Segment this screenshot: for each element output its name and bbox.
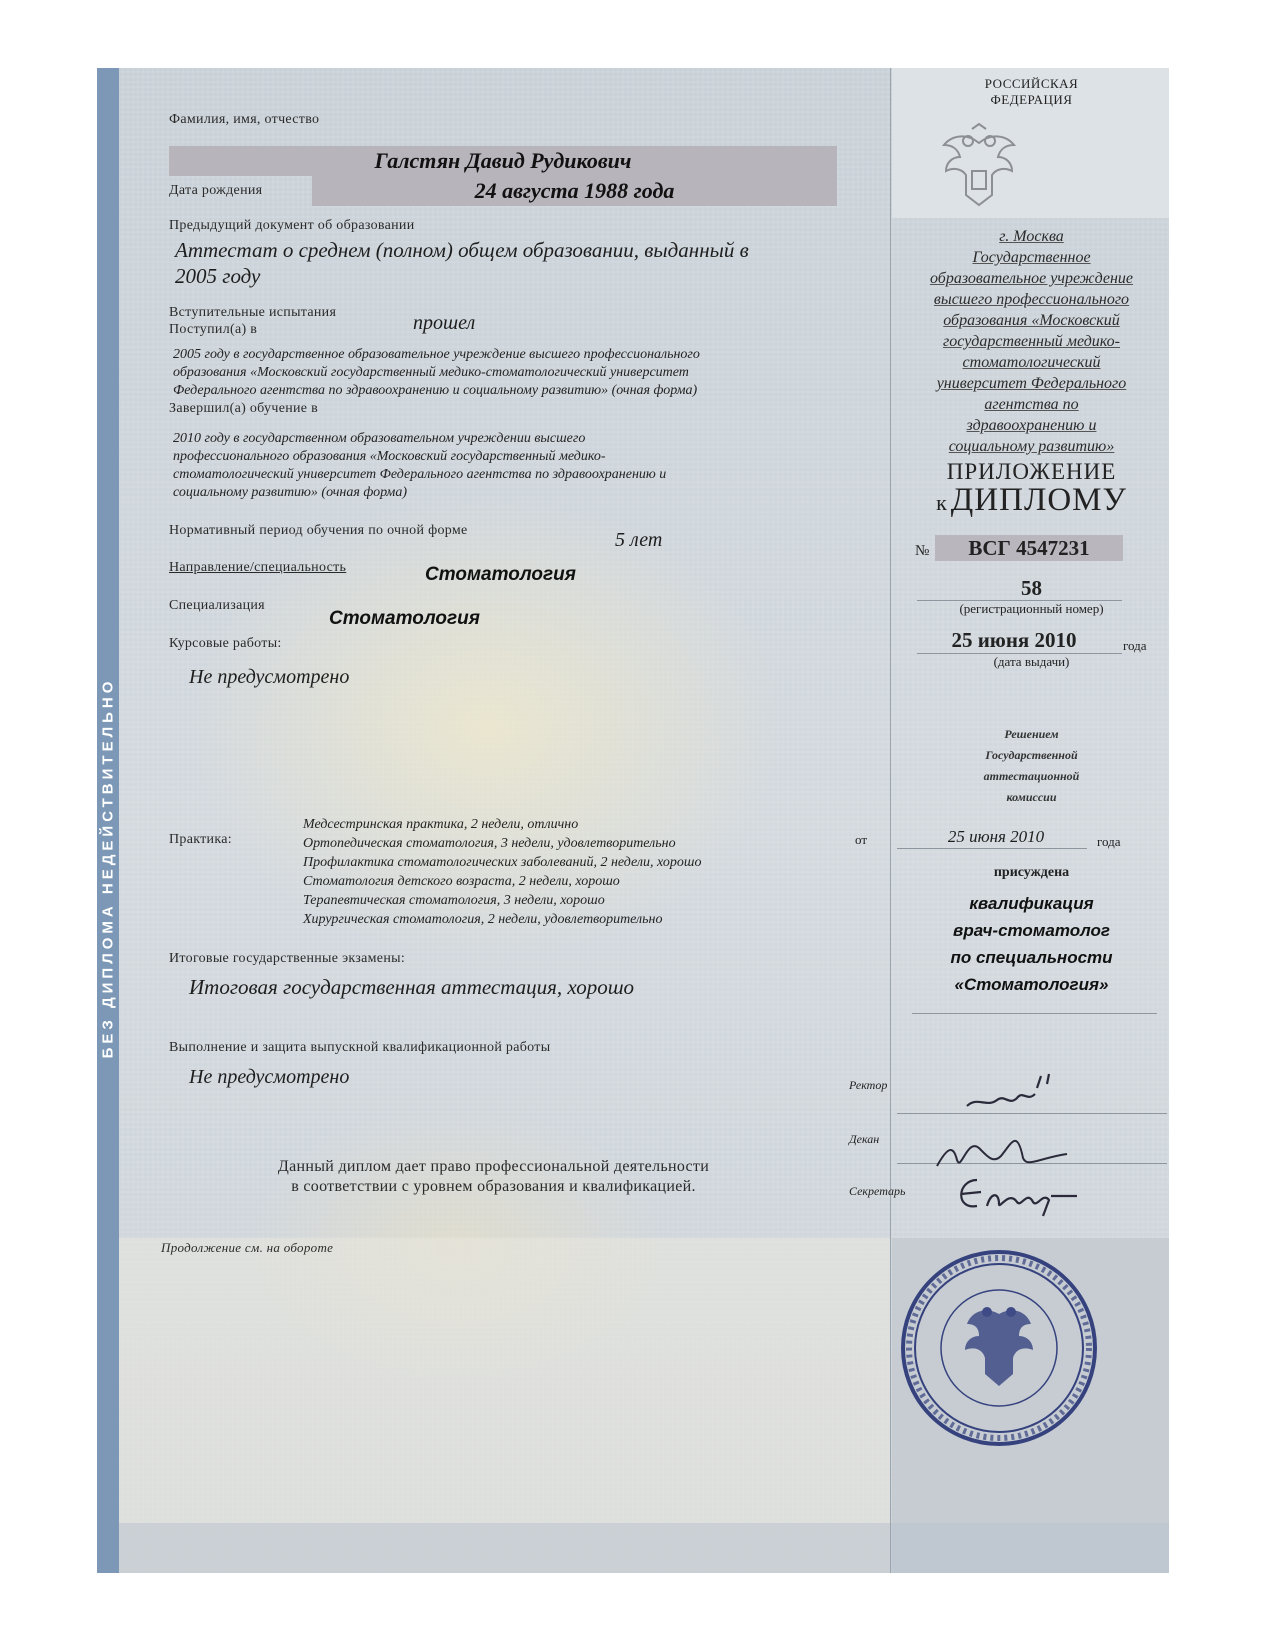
entrance-value: прошел (413, 312, 476, 334)
rector-signature (957, 1068, 1067, 1118)
dean-label: Декан (849, 1132, 880, 1146)
issuer-line: государственный медико- (942, 333, 1120, 350)
fio-label: Фамилия, имя, отчество (169, 112, 320, 127)
decision-line: Решением (1004, 727, 1059, 741)
title-prefix: к (936, 490, 947, 515)
coursework-value: Не предусмотрено (189, 666, 350, 688)
thesis-value: Не предусмотрено (189, 1066, 350, 1088)
decision-block (894, 724, 1169, 808)
exams-value: Итоговая государственная аттестация, хорошо (189, 975, 635, 999)
decision-line: аттестационной (983, 769, 1080, 783)
period-value: 5 лет (615, 529, 663, 551)
from-label: от (855, 832, 868, 847)
stripe-text: БЕЗ ДИПЛОМА НЕДЕЙСТВИТЕЛЬНО (99, 677, 117, 1059)
practice-item: Ортопедическая стоматология, 3 недели, удовлетворительно (303, 836, 676, 851)
rights-line2: в соответствии с уровнем образования и квалификацией. (291, 1178, 696, 1195)
issue-date: 25 июня 2010 (951, 628, 1077, 652)
period-label: Нормативный период обучения по очной форме (169, 523, 468, 538)
enrolled-line3: Федерального агентства по здравоохранению и социальному развитию» (очная форма) (173, 383, 698, 398)
issuer-line: здравоохранению и (966, 417, 1097, 434)
enrolled-line2: образования «Московский государственный медико-стоматологический университет (173, 365, 689, 380)
title-line2-row (894, 482, 1169, 519)
secretary-label: Секретарь (849, 1184, 906, 1198)
finished-line2: профессионального образования «Московский государственный медико- (173, 449, 606, 464)
finished-label: Завершил(а) обучение в (169, 401, 319, 416)
finished-line1: 2010 году в государственном образовательном учреждении высшего (173, 431, 586, 446)
enrolled-label: Поступил(а) в (169, 322, 258, 337)
practice-item: Стоматология детского возраста, 2 недели, хорошо (303, 874, 620, 889)
direction-value: Стоматология (425, 564, 576, 585)
dob-value: 24 августа 1988 года (474, 178, 675, 203)
decision-suffix: года (1097, 834, 1121, 849)
qualification-block (894, 890, 1169, 998)
diploma-supplement-sheet (97, 68, 1169, 1573)
exams-label: Итоговые государственные экзамены: (169, 951, 406, 966)
country-line1: РОССИЙСКАЯ (984, 76, 1079, 91)
rector-label: Ректор (849, 1078, 888, 1092)
finished-line3: стоматологический университет Федерального агентства по здравоохранению и (173, 467, 667, 482)
reg-caption: (регистрационный номер) (959, 601, 1104, 616)
issuer-line: университет Федерального (936, 375, 1127, 392)
issuer-line: агентства по (984, 396, 1079, 413)
number-prefix: № (915, 543, 930, 559)
issuer-line: социальному развитию» (948, 438, 1115, 455)
title-line1: ПРИЛОЖЕНИЕ (946, 459, 1117, 484)
issuer-line: образовательное учреждение (929, 270, 1133, 287)
entrance-label: Вступительные испытания (169, 305, 337, 320)
practice-label: Практика: (169, 832, 232, 847)
official-seal-icon (897, 1246, 1102, 1451)
qualification-underline (912, 1013, 1157, 1014)
dob-label: Дата рождения (169, 183, 263, 198)
qualification-line: «Стоматология» (954, 975, 1109, 994)
number-value: ВСГ 4547231 (968, 536, 1090, 560)
thesis-label: Выполнение и защита выпускной квалификационной работы (169, 1040, 551, 1055)
decision-date: 25 июня 2010 (947, 827, 1045, 846)
direction-label: Направление/специальность (169, 560, 347, 575)
enrolled-line1: 2005 году в государственное образовательное учреждение высшего профессионального (173, 347, 700, 362)
qualification-line: квалификация (969, 894, 1094, 913)
coursework-label: Курсовые работы: (169, 636, 282, 651)
issuer-block (894, 226, 1169, 457)
continued-note: Продолжение см. на обороте (161, 1240, 334, 1255)
specialization-value: Стоматология (329, 608, 480, 629)
reg-number: 58 (1021, 576, 1042, 600)
prev-doc-line1: Аттестат о среднем (полном) общем образовании, выданный в (175, 238, 749, 262)
issuer-line: высшего профессионального (933, 291, 1130, 308)
decision-line: комиссии (1006, 790, 1057, 804)
secretary-signature (947, 1166, 1087, 1221)
rights-line1: Данный диплом дает право профессиональной деятельности (277, 1158, 710, 1175)
qualification-line: врач-стоматолог (953, 921, 1110, 940)
title-line2: ДИПЛОМУ (950, 482, 1127, 518)
practice-item: Медсестринская практика, 2 недели, отлично (303, 817, 579, 832)
left-stripe (97, 68, 119, 1573)
country-name (894, 76, 1169, 108)
practice-item: Профилактика стоматологических заболеваний, 2 недели, хорошо (303, 855, 702, 870)
column-divider (890, 68, 891, 1573)
finished-line4: социальному развитию» (очная форма) (173, 485, 408, 500)
prev-doc-label: Предыдущий документ об образовании (169, 218, 415, 233)
issue-caption: (дата выдачи) (993, 654, 1070, 669)
issue-suffix: года (1123, 638, 1147, 653)
practice-item: Терапевтическая стоматология, 3 недели, хорошо (303, 893, 605, 908)
bottom-band (119, 1523, 1169, 1573)
awarded-label: присуждена (993, 865, 1070, 880)
issuer-line: г. Москва (999, 228, 1064, 245)
specialization-label: Специализация (169, 598, 265, 613)
issuer-line: Государственное (972, 249, 1091, 266)
qualification-line: по специальности (950, 948, 1113, 967)
practice-item: Хирургическая стоматология, 2 недели, удовлетворительно (303, 912, 663, 927)
double-headed-eagle-icon (932, 123, 1027, 213)
decision-line: Государственной (985, 748, 1078, 762)
issuer-line: стоматологический (962, 354, 1101, 371)
country-line2: ФЕДЕРАЦИЯ (990, 92, 1073, 107)
issuer-line: образования «Московский (943, 312, 1120, 329)
fio-value: Галстян Давид Рудикович (374, 148, 632, 173)
decision-date-underline (897, 848, 1087, 849)
prev-doc-line2: 2005 году (175, 264, 261, 288)
